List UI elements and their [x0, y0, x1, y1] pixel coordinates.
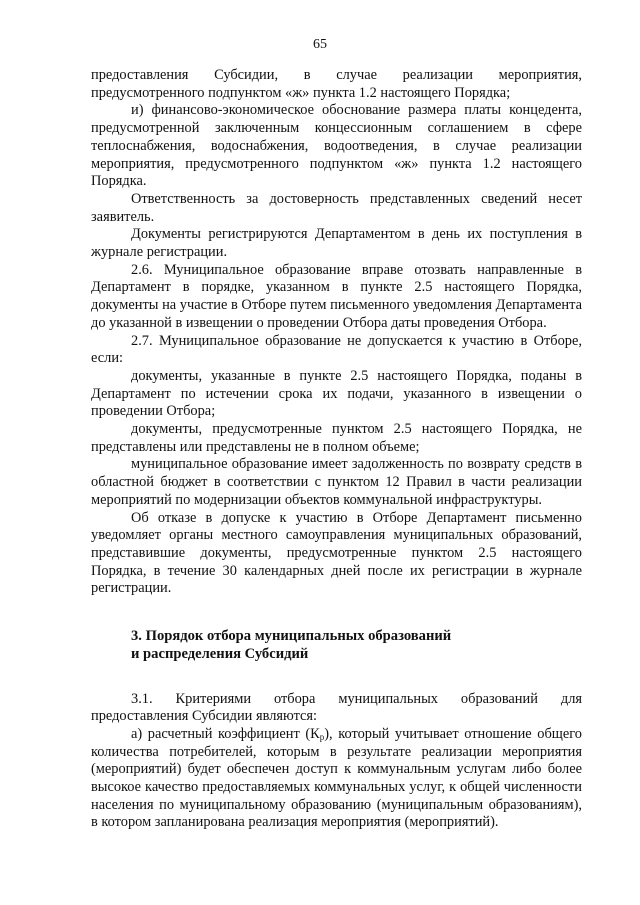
item-a-text-start: а) расчетный коэффициент (К	[131, 725, 320, 742]
section-heading-line-2: и распределения Субсидий	[131, 645, 309, 662]
paragraph-2-6: 2.6. Муниципальное образование вправе отозвать направленные в Департамент в порядке, указанном в пункте 2.5 настоящего Порядка, документы на участие в Отборе путем письменного уведомления Департамента до указанной в извещении о проведении Отбора даты проведения Отбора.	[91, 261, 582, 331]
paragraph-2-7: 2.7. Муниципальное образование не допускается к участию в Отборе, если:	[91, 332, 582, 367]
document-body	[91, 67, 582, 832]
paragraph-3-1: 3.1. Критериями отбора муниципальных образований для предоставления Субсидии являются:	[91, 690, 582, 725]
paragraph-item-i: и) финансово-экономическое обоснование размера платы концедента, предусмотренной заключенным концессионным соглашением в сфере теплоснабжения, водоснабжения, водоотведения, в случае реализации мероприятия, предусмотренного подпунктом «ж» пункта 1.2 настоящего Порядка.	[91, 102, 582, 190]
paragraph-3-1-item-a	[91, 726, 582, 832]
coefficient-subscript: р	[319, 731, 325, 742]
spacer	[91, 598, 582, 628]
paragraph-2-7-reason-2: документы, предусмотренные пунктом 2.5 настоящего Порядка, не представлены или представлены не в полном объеме;	[91, 421, 582, 455]
paragraph-2-7-reason-3: муниципальное образование имеет задолженность по возврату средств в областной бюджет в соответствии с пунктом 12 Правил в части реализации мероприятий по модернизации объектов коммунальной инфраструктуры.	[91, 456, 582, 508]
section-heading-line-1: 3. Порядок отбора муниципальных образований	[131, 628, 452, 645]
paragraph-registration: Документы регистрируются Департаментом в день их поступления в журнале регистрации.	[91, 226, 582, 261]
paragraph-responsibility: Ответственность за достоверность представленных сведений несет заявитель.	[91, 190, 582, 225]
paragraph-refusal-notice: Об отказе в допуске к участию в Отборе Департамент письменно уведомляет органы местного самоуправления муниципальных образований, представившие документы, предусмотренные пунктом 2.5 настоящего Порядка, в течение 30 календарных дней после их регистрации в журнале регистрации.	[91, 509, 582, 597]
paragraph-2-7-reason-1: документы, указанные в пункте 2.5 настоящего Порядка, поданы в Департамент по истечении срока их подачи, указанного в извещении о проведении Отбора;	[91, 367, 582, 420]
paragraph-continuation: предоставления Субсидии, в случае реализации мероприятия, предусмотренного подпунктом «ж» пункта 1.2 настоящего Порядка;	[91, 67, 582, 101]
page-number: 65	[313, 37, 327, 52]
spacer	[91, 664, 582, 691]
item-a-text-end: ), который учитывает отношение общего количества потребителей, которым в результате реализации мероприятия (мероприятий) будет обеспечен доступ к коммунальным услугам либо более высокое качество предоставляемых коммунальных услуг, к общей численности населения по муниципальному образованию (муниципальным образованиям), в котором запланирована реализация мероприятия (мероприятий).	[91, 725, 582, 831]
